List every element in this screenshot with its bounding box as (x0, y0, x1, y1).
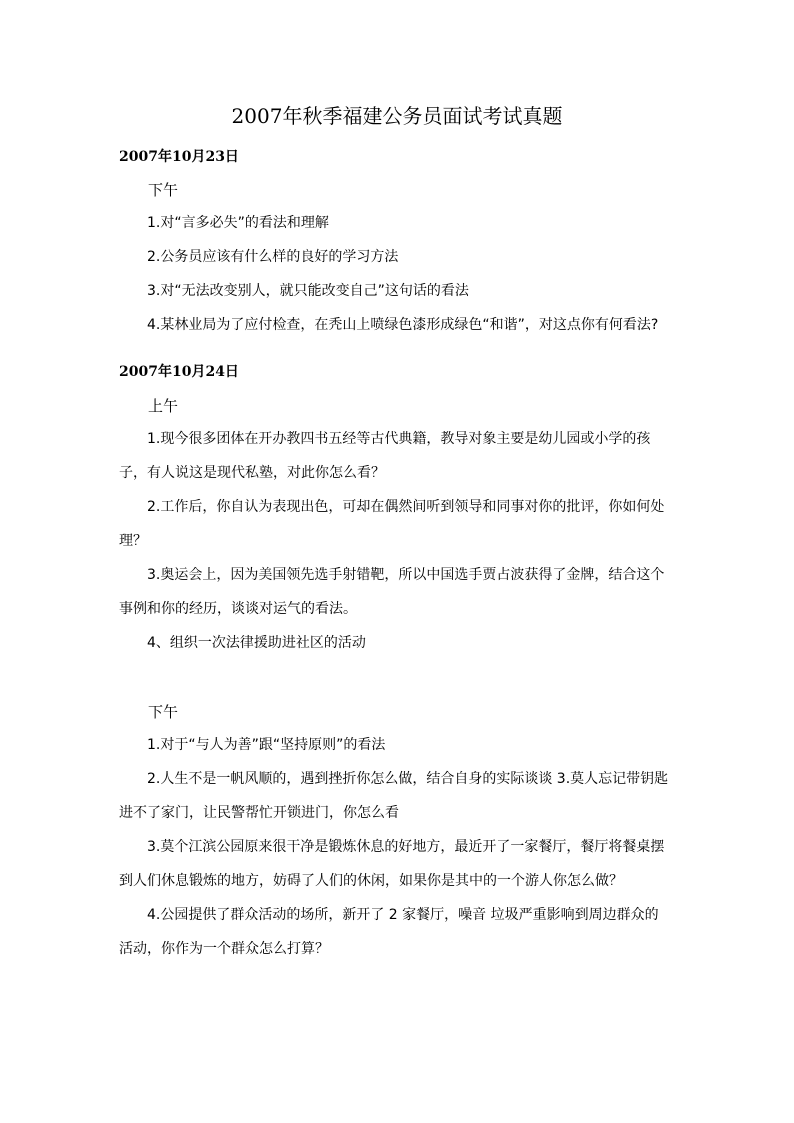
question-item: 4、组织一次法律援助进社区的活动 (147, 635, 366, 651)
question-item: 3.对“无法改变别人，就只能改变自己”这句话的看法 (147, 283, 469, 299)
question-item: 2.公务员应该有什么样的良好的学习方法 (147, 249, 399, 265)
question-item: 4.公园提供了群众活动的场所，新开了 2 家餐厅，噪音 垃圾严重影响到周边群众的活动，你作为一个群众怎么打算？ (119, 907, 659, 957)
question-item: 3.莫个江滨公园原来很干净是锻炼休息的好地方，最近开了一家餐厅，餐厅将餐桌摆到人们休息锻炼的地方，妨碍了人们的休闲，如果你是其中的一个游人你怎么做？ (119, 839, 665, 889)
session-label-afternoon: 下午 (148, 181, 179, 199)
question-item: 2.人生不是一帆风顺的，遇到挫折你怎么做，结合自身的实际谈谈 3.莫人忘记带钥匙进不了家门，让民警帮忙开锁进门，你怎么看 (119, 771, 669, 821)
session-label-afternoon: 下午 (148, 703, 179, 721)
session-label-morning: 上午 (148, 397, 179, 415)
date-heading-oct-24: 2007年10月24日 (119, 364, 239, 380)
question-item: 1.对于“与人为善”跟“坚持原则”的看法 (147, 737, 386, 753)
date-heading-oct-23: 2007年10月23日 (119, 149, 239, 165)
question-item: 3.奥运会上，因为美国领先选手射错靶，所以中国选手贾占波获得了金牌，结合这个事例和你的经历，谈谈对运气的看法。 (119, 567, 665, 617)
question-item: 1.现今很多团体在开办教四书五经等古代典籍，教导对象主要是幼儿园或小学的孩子，有人说这是现代私塾，对此你怎么看？ (119, 431, 651, 481)
question-item: 1.对“言多必失”的看法和理解 (147, 215, 329, 231)
page-title: 2007年秋季福建公务员面试考试真题 (231, 104, 563, 128)
question-item: 2.工作后，你自认为表现出色，可却在偶然间听到领导和同事对你的批评，你如何处理？ (119, 499, 665, 549)
question-item: 4.某林业局为了应付检查，在秃山上喷绿色漆形成绿色“和谐”，对这点你有何看法? (147, 317, 659, 333)
